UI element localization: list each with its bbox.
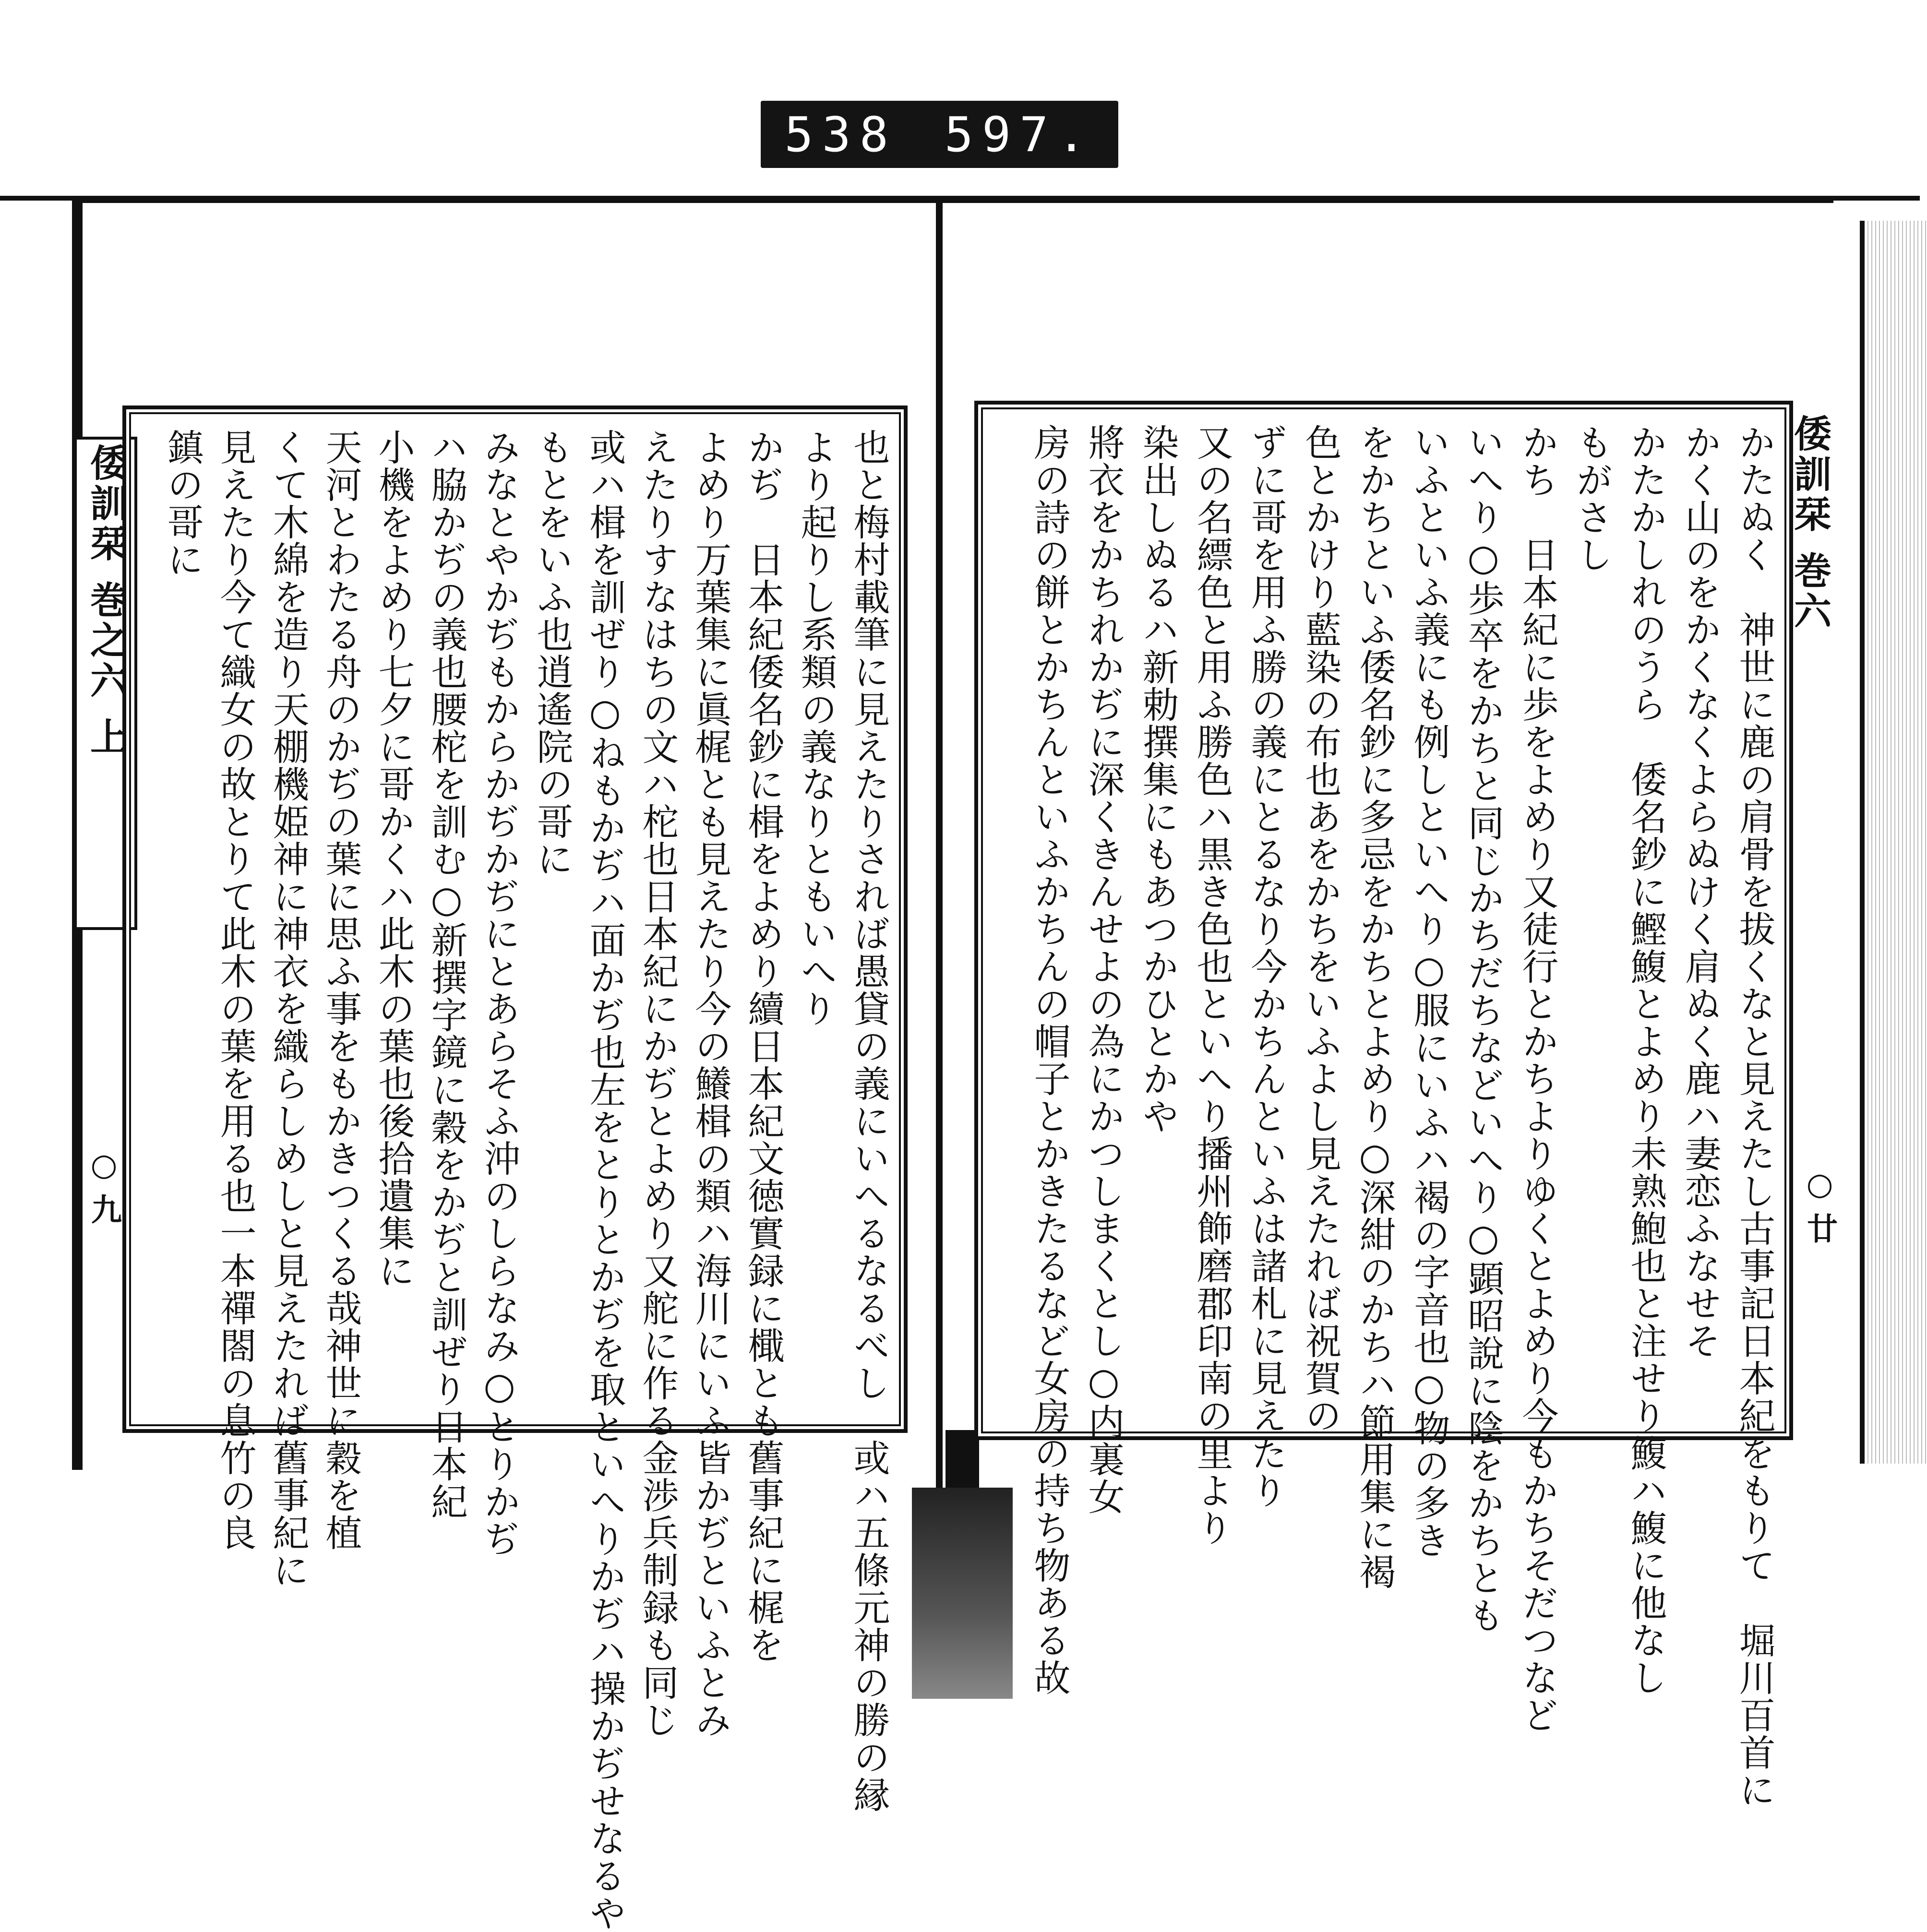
left-side-title: 倭訓栞 巻之六 上 [77,437,137,930]
text-column: よめり万葉集に眞梶とも見えたり今の鱶楫の類ハ海川にいふ皆かぢといふとみ [689,429,732,1739]
left-text-panel [122,405,908,1932]
text-column: 色とかけり藍染の布也あをかちをいふよし見えたれば祝賀の [1299,424,1342,1434]
frame-number-left: 538 [784,106,897,163]
right-text-panel [974,401,1793,1809]
text-column: かく山のをかくなくよらぬけく肩ぬく鹿ハ妻恋ふなせそ [1679,424,1722,1360]
text-column: 天河とわたる舟のかぢの葉に思ふ事をもかきつくる哉神世に穀を植 [320,429,362,1551]
text-column: もがさし [1570,424,1613,573]
text-column: みなとやかぢもからかぢかぢにとあらそふ沖のしらなみ○とりかぢ [478,429,521,1558]
text-column: 小機をよめり七夕に哥かくハ此木の葉也後拾遺集に [372,429,415,1289]
left-folio: ○ 九 [86,1147,122,1225]
spine-binding [912,1488,1013,1699]
right-side-title: 倭訓栞 巻六 [1781,410,1838,754]
text-column: ずに哥を用ふ勝の義にとるなり今かちんといふは諸札に見えたり [1245,424,1288,1509]
text-column: 見えたり今て織女の故とりて此木の葉を用る也一本禪閤の息竹の良 [214,429,257,1551]
text-column: ハ脇かぢの義也腰柁を訓む○新撰字鏡に穀をかぢと訓ぜり日本紀 [425,429,468,1520]
text-column: えたりすなはちの文ハ柁也日本紀にかぢとよめり又舵に作る金渉兵制録も同じ [636,429,679,1739]
text-column: をかちといふ倭名鈔に多忌をかちとよめり○深紺のかちハ節用集に褐 [1353,424,1396,1590]
text-column: 鎮の哥に [161,429,204,578]
right-folio: ○ 廿 [1802,1166,1838,1244]
text-column: 或ハ楫を訓ぜり○ねもかぢハ面かぢ也左をとりとかぢを取といへりかぢハ操かぢせなるや [584,429,626,1932]
text-column: かぢ 日本紀倭名鈔に楫をよめり續日本紀文徳實録に檝とも舊事紀に梶を [742,429,785,1664]
text-column: 將衣をかちれかぢに深くきんせよの為にかつしまくとし○内裏女 [1082,424,1125,1515]
page-edge [1860,221,1927,1464]
text-column: かち 日本紀に歩をよめり又徒行とかちよりゆくとよめり今もかちそだつなど [1516,424,1559,1734]
text-column: いへり○歩卒をかちと同じかちだちなどいへり○顕昭說に陰をかちとも [1462,424,1505,1634]
frame-number-right: 597. [944,106,1095,163]
text-column: いふといふ義にも例しといへり○服にいふハ褐の字音也○物の多き [1408,424,1450,1559]
text-column: より起りし系類の義なりともいへり [795,429,838,1027]
text-column: 又の名縹色と用ふ勝色ハ黒き色也といへり播州飾磨郡印南の里より [1191,424,1233,1547]
text-column: くて木綿を造り天棚機姫神に神衣を織らしめしと見えたれば舊事紀に [267,429,310,1589]
text-column: 房の詩の餅とかちんといふかちんの帽子とかきたるなど女房の持ち物ある故 [1028,424,1071,1696]
text-column: かたぬく 神世に鹿の肩骨を拔くなと見えたし古事記日本紀をもりて 堀川百首に [1733,424,1776,1809]
text-column: かたかしれのうら 倭名鈔に鰹鰒とよめり未熟鮑也と注せり鰒ハ鰒に他なし [1625,424,1667,1696]
text-column: もとをいふ也逍遙院の哥に [531,429,574,878]
frame-number-label [761,101,1118,168]
text-column: 染出しぬるハ新勅撰集にもあつかひとかや [1137,424,1179,1135]
book-spine [936,199,943,1490]
text-column: 也と梅村載筆に見えたりされば愚貸の義にいへるなるべし 或ハ五條元神の勝の縁 [848,429,890,1813]
